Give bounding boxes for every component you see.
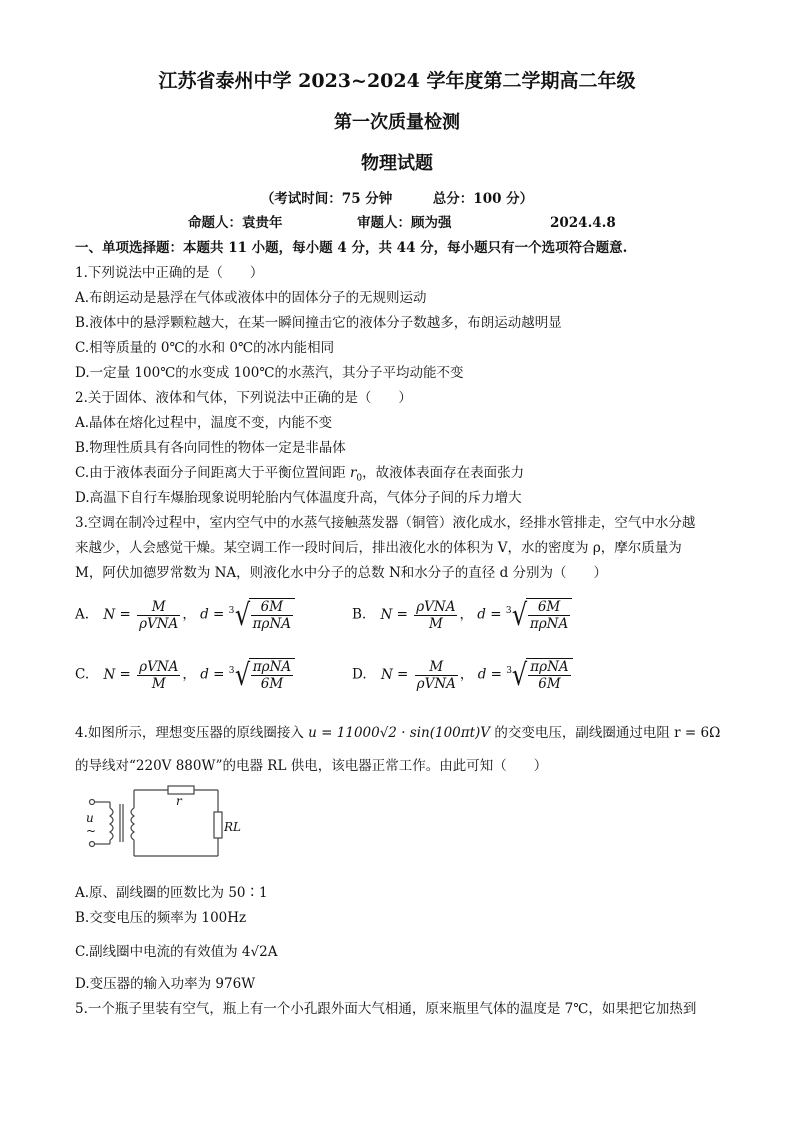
q3-c-n-fraction: $\frac{\text{ρVNA}}{M}$ <box>139 658 179 692</box>
q3-a-d-root: 3 √ $\frac{6M}{\text{πρNA}}$ <box>229 598 295 632</box>
q4-line-1-post: 的交变电压，副线圈通过电阻 r = 6Ω <box>490 725 721 741</box>
q4-option-a: A.原、副线圈的匝数比为 50∶1 <box>75 885 268 901</box>
q3-c-d-root: 3 √ $\frac{\text{πρNA}}{6M}$ <box>229 658 295 692</box>
diagram-u-label: u <box>86 811 94 825</box>
transformer-circuit-diagram <box>80 784 240 862</box>
exam-info: （考试时间：75 分钟 总分：100 分） <box>260 191 534 207</box>
exam-date: 2024.4.8 <box>550 215 616 231</box>
exam-subtitle: 第一次质量检测 <box>334 112 460 133</box>
q4-option-b: B.交变电压的频率为 100Hz <box>75 910 247 926</box>
q2-option-a: A.晶体在熔化过程中，温度不变，内能不变 <box>75 415 333 431</box>
q2-option-b: B.物理性质具有各向同性的物体一定是非晶体 <box>75 440 346 456</box>
q3-b-d-root: 3 √ $\frac{6M}{\text{πρNA}}$ <box>506 598 572 632</box>
q4-line-1-pre: 4.如图所示，理想变压器的原线圈接入 <box>75 725 309 741</box>
diagram-tilde: ~ <box>86 824 97 838</box>
q1-option-c: C.相等质量的 0℃的水和 0℃的冰内能相同 <box>75 340 335 356</box>
q2-c-var: r <box>349 465 357 481</box>
q4-line-1 <box>75 724 720 742</box>
q1-stem: 1.下列说法中正确的是（ ） <box>75 265 264 281</box>
q1-option-d: D.一定量 100℃的水变成 100℃的水蒸汽，其分子平均动能不变 <box>75 365 464 381</box>
q3-line-1: 3.空调在制冷过程中，室内空气中的水蒸气接触蒸发器（铜管）液化成水，经排水管排走，空气中水分越 <box>75 515 696 531</box>
diagram-rl-label: RL <box>224 820 242 834</box>
q3-line-3: M，阿伏加德罗常数为 NA，则液化水中分子的总数 N和水分子的直径 d 分别为（ ） <box>75 565 608 581</box>
q3-c-label: C. <box>75 666 90 683</box>
q4-option-d: D.变压器的输入功率为 976W <box>75 976 256 992</box>
setter-name: 命题人：袁贵年 <box>188 215 283 231</box>
q3-b-n-fraction: $\frac{\text{ρVNA}}{M}$ <box>416 598 456 632</box>
q3-d-d-root: 3 √ $\frac{\text{πρNA}}{6M}$ <box>506 658 572 692</box>
q3-a-n-fraction: $\frac{M}{\text{ρVNA}}$ <box>139 598 179 632</box>
q2-option-c <box>75 464 524 488</box>
q3-option-b: B. N = $\frac{\text{ρVNA}}{M}$ ， d = 3 √ $\frac{6M}{\text{πρNA}}$ <box>352 598 572 632</box>
q3-a-label: A. <box>75 606 90 623</box>
exam-subject: 物理试题 <box>361 153 433 174</box>
q2-option-d: D.高温下自行车爆胎现象说明轮胎内气体温度升高，气体分子间的斥力增大 <box>75 490 522 506</box>
q4-option-c: C.副线圈中电流的有效值为 4√2A <box>75 944 278 960</box>
q3-option-d: D. N = $\frac{M}{\text{ρVNA}}$ ， d = 3 √ $\frac{\text{πρNA}}{6M}$ <box>352 658 573 692</box>
q3-line-2: 来越少，人会感觉干燥。某空调工作一段时间后，排出液化水的体积为 V，水的密度为 ρ，摩尔质量为 <box>75 540 682 556</box>
q3-option-a: A. N = $\frac{M}{\text{ρVNA}}$ ， d = 3 √ $\frac{6M}{\text{πρNA}}$ <box>75 598 295 632</box>
q2-c-sub: 0 <box>356 473 363 484</box>
q2-stem: 2.关于固体、液体和气体，下列说法中正确的是（ ） <box>75 390 412 406</box>
reviewer-name: 审题人：顾为强 <box>357 215 452 231</box>
q1-option-a: A.布朗运动是悬浮在气体或液体中的固体分子的无规则运动 <box>75 290 427 306</box>
q3-d-label: D. <box>352 666 367 683</box>
q3-option-c: C. N = $\frac{\text{ρVNA}}{M}$ ， d = 3 √ $\frac{\text{πρNA}}{6M}$ <box>75 658 295 692</box>
q4-line-2: 的导线对“220V 880W”的电器 RL 供电，该电器正常工作。由此可知（ ） <box>75 758 548 774</box>
diagram-r-label: r <box>176 794 182 808</box>
resistor-rl <box>214 812 222 838</box>
q2-c-text-post: ，故液体表面存在表面张力 <box>362 465 525 481</box>
section-heading: 一、单项选择题：本题共 11 小题，每小题 4 分，共 44 分，每小题只有一个选项符合题意. <box>75 240 628 256</box>
q3-b-label: B. <box>352 606 367 623</box>
q5-line-1: 5.一个瓶子里装有空气，瓶上有一个小孔跟外面大气相通，原来瓶里气体的温度是 7℃，如果把它加热到 <box>75 1001 697 1017</box>
q3-d-n-fraction: $\frac{M}{\text{ρVNA}}$ <box>416 658 456 692</box>
q4-formula: u = 11000√2 · sin(100πt)V <box>308 725 491 741</box>
q2-c-text-pre: C.由于液体表面分子间距离大于平衡位置间距 <box>75 465 350 481</box>
q1-option-b: B.液体中的悬浮颗粒越大，在某一瞬间撞击它的液体分子数越多，布朗运动越明显 <box>75 315 562 331</box>
exam-title: 江苏省泰州中学 2023~2024 学年度第二学期高二年级 <box>158 70 636 92</box>
